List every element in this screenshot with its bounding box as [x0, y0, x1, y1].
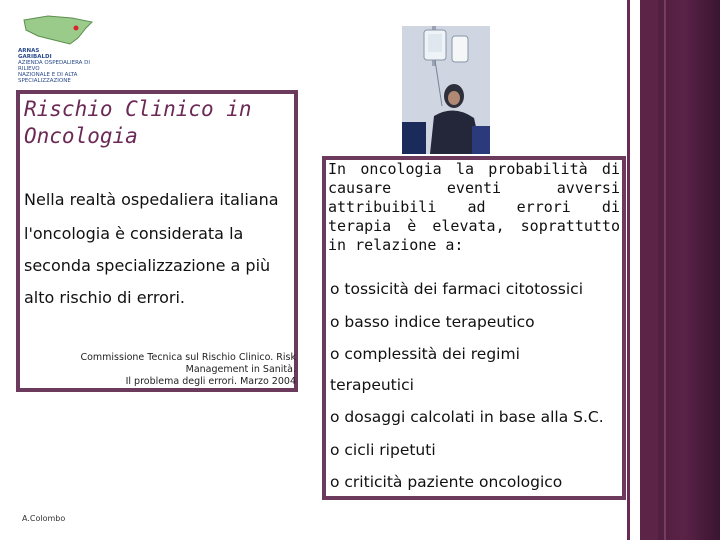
- list-item: o basso indice terapeutico: [330, 313, 535, 331]
- logo-line: ARNAS: [18, 48, 40, 54]
- left-paragraph-line: seconda specializzazione a più: [24, 256, 271, 275]
- arnas-logo: [14, 14, 100, 84]
- logo-line: AZIENDA OSPEDALIERA DI RILIEVO: [18, 60, 91, 72]
- citation-line: Commissione Tecnica sul Rischio Clinico. Risk: [80, 352, 296, 363]
- logo-line: NAZIONALE E DI ALTA SPECIALIZZAZIONE: [18, 72, 78, 84]
- photo-illustration: [402, 26, 490, 154]
- author-footer: A.Colombo: [22, 514, 66, 523]
- left-paragraph-line: Nella realtà ospedaliera italiana: [24, 190, 279, 209]
- title-line-2: Oncologia: [24, 124, 138, 148]
- left-paragraph-line: l'oncologia è considerata la: [24, 224, 244, 243]
- band-line: [664, 0, 666, 540]
- list-item: o criticità paziente oncologico: [330, 473, 563, 491]
- citation-line: Management in Sanità.: [185, 364, 296, 375]
- list-item: o dosaggi calcolati in base alla S.C.: [330, 408, 604, 426]
- title-line-1: Rischio Clinico in: [24, 97, 252, 121]
- vertical-divider: [627, 0, 630, 540]
- right-decorative-band: [640, 0, 720, 540]
- left-paragraph-line: alto rischio di errori.: [24, 288, 185, 307]
- citation-line: Il problema degli errori. Marzo 2004: [125, 376, 296, 387]
- list-item: o tossicità dei farmaci citotossici: [330, 280, 584, 298]
- sicily-map-icon: [14, 14, 100, 48]
- citation: [60, 352, 296, 388]
- patient-infusion-photo: [402, 26, 490, 154]
- slide-title: [24, 96, 284, 150]
- logo-line: GARIBALDI: [18, 54, 52, 60]
- logo-text: [18, 48, 102, 84]
- list-item: o cicli ripetuti: [330, 441, 436, 459]
- list-item: terapeutici: [330, 376, 414, 394]
- intro-paragraph: In oncologia la probabilità di causare eventi avversi attribuibili ad errori di terapia è elevata, soprattutto in relazione a:: [328, 160, 620, 254]
- list-item: o complessità dei regimi: [330, 345, 520, 363]
- band-stripe: [640, 0, 658, 540]
